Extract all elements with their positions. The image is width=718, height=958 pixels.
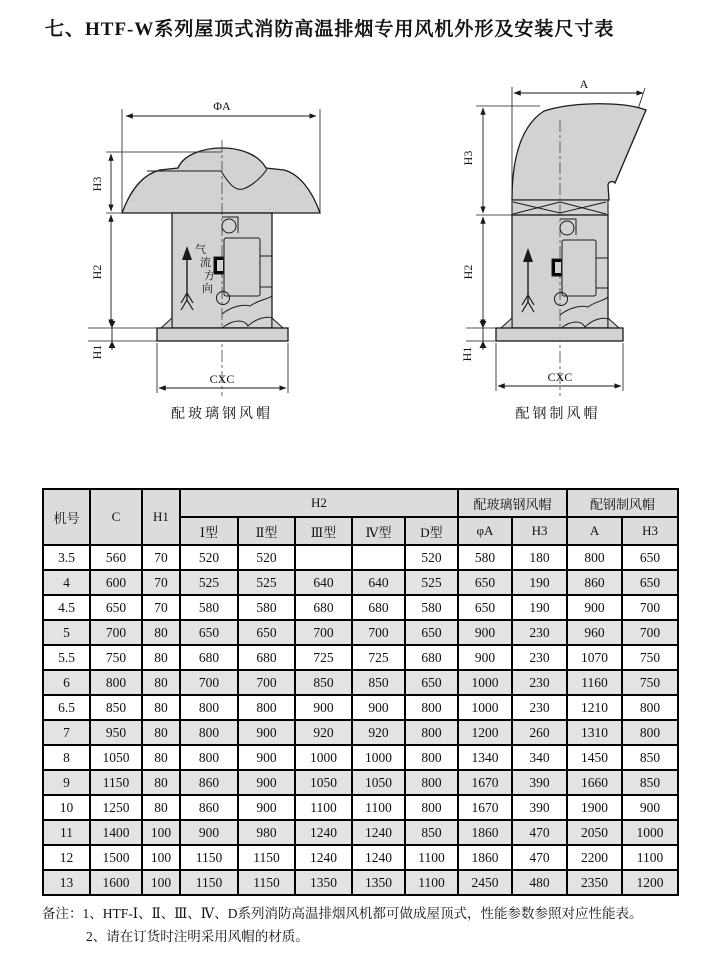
table-cell: 525 bbox=[405, 570, 458, 595]
table-cell: 680 bbox=[405, 645, 458, 670]
dimension-table bbox=[42, 488, 679, 896]
table-cell bbox=[295, 545, 352, 570]
svg-text:流: 流 bbox=[200, 257, 211, 269]
flange-gusset-right bbox=[272, 318, 283, 328]
dim-label-h3: H3 bbox=[461, 150, 475, 166]
table-cell: 900 bbox=[458, 645, 512, 670]
table-cell: 100 bbox=[142, 845, 180, 870]
table-cell: 1240 bbox=[295, 845, 352, 870]
table-cell: 13 bbox=[43, 870, 90, 895]
table-cell: 800 bbox=[405, 695, 458, 720]
table-cell: 80 bbox=[142, 720, 180, 745]
table-cell: 580 bbox=[405, 595, 458, 620]
table-cell: 800 bbox=[180, 695, 238, 720]
table-cell: 850 bbox=[90, 695, 142, 720]
table-cell: 6 bbox=[43, 670, 90, 695]
table-cell: 1100 bbox=[295, 795, 352, 820]
table-cell: 230 bbox=[512, 620, 567, 645]
table-body bbox=[43, 545, 678, 895]
table-cell: 1150 bbox=[238, 845, 295, 870]
dim-label-cxc: CXC bbox=[209, 372, 235, 386]
table-cell: 640 bbox=[352, 570, 405, 595]
table-cell: 700 bbox=[238, 670, 295, 695]
table-cell: 1310 bbox=[567, 720, 622, 745]
table-cell: 900 bbox=[238, 745, 295, 770]
flange-gusset-right bbox=[608, 318, 619, 328]
table-cell: 800 bbox=[180, 745, 238, 770]
table-cell: 230 bbox=[512, 695, 567, 720]
table-cell: 600 bbox=[90, 570, 142, 595]
table-cell: 860 bbox=[180, 795, 238, 820]
table-cell: 800 bbox=[180, 720, 238, 745]
diagram-steel-hood bbox=[450, 78, 666, 427]
table-cell: 5.5 bbox=[43, 645, 90, 670]
diagram-caption-fiberglass: 配玻璃钢风帽 bbox=[171, 407, 273, 422]
col-group-fiberglass-hood: 配玻璃钢风帽 bbox=[458, 489, 567, 517]
table-cell: 650 bbox=[405, 620, 458, 645]
table-cell: 1160 bbox=[567, 670, 622, 695]
table-cell: 680 bbox=[238, 645, 295, 670]
table-row bbox=[43, 545, 678, 570]
col-group-h2: H2 bbox=[180, 489, 458, 517]
note-2-text: 2、请在订货时注明采用风帽的材质。 bbox=[86, 929, 309, 944]
svg-text:方: 方 bbox=[204, 270, 215, 282]
col-header-h1: H1 bbox=[142, 489, 180, 545]
steel-hood-shape bbox=[512, 104, 646, 200]
dim-label-h2: H2 bbox=[461, 264, 475, 280]
table-cell: 800 bbox=[567, 545, 622, 570]
table-cell: 580 bbox=[180, 595, 238, 620]
table-cell: 800 bbox=[405, 745, 458, 770]
table-cell: 190 bbox=[512, 570, 567, 595]
table-cell: 70 bbox=[142, 595, 180, 620]
col-header-phiA: φA bbox=[458, 517, 512, 545]
table-cell: 1350 bbox=[295, 870, 352, 895]
table-cell: 1670 bbox=[458, 795, 512, 820]
table-cell: 900 bbox=[238, 720, 295, 745]
table-cell: 520 bbox=[405, 545, 458, 570]
table-cell: 700 bbox=[352, 620, 405, 645]
table-cell: 640 bbox=[295, 570, 352, 595]
table-cell: 900 bbox=[622, 795, 678, 820]
table-cell: 1100 bbox=[352, 795, 405, 820]
table-cell: 800 bbox=[238, 695, 295, 720]
table-cell: 1150 bbox=[238, 870, 295, 895]
table-cell: 1050 bbox=[352, 770, 405, 795]
note-1-text: 1、HTF-Ⅰ、Ⅱ、Ⅲ、Ⅳ、D系列消防高温排烟风机都可做成屋顶式，性能参数参照对应性能表。 bbox=[82, 906, 643, 921]
table-cell: 5 bbox=[43, 620, 90, 645]
table-cell: 2050 bbox=[567, 820, 622, 845]
table-cell: 1900 bbox=[567, 795, 622, 820]
dim-label-h1: H1 bbox=[90, 344, 104, 360]
table-cell: 230 bbox=[512, 645, 567, 670]
table-row bbox=[43, 820, 678, 845]
table-cell: 900 bbox=[352, 695, 405, 720]
table-cell: 700 bbox=[180, 670, 238, 695]
table-cell: 580 bbox=[238, 595, 295, 620]
table-cell: 900 bbox=[238, 795, 295, 820]
col-header-type4: Ⅳ型 bbox=[352, 517, 405, 545]
col-header-c: C bbox=[90, 489, 142, 545]
base-plate bbox=[496, 328, 623, 341]
table-row bbox=[43, 770, 678, 795]
svg-text:气: 气 bbox=[195, 244, 206, 256]
table-cell: 520 bbox=[238, 545, 295, 570]
base-plate bbox=[157, 328, 288, 341]
table-cell: 11 bbox=[43, 820, 90, 845]
page-title: 七、HTF-W系列屋顶式消防高温排烟专用风机外形及安装尺寸表 bbox=[45, 19, 615, 40]
table-cell: 1350 bbox=[352, 870, 405, 895]
table-cell: 80 bbox=[142, 770, 180, 795]
table-cell: 100 bbox=[142, 820, 180, 845]
table-cell: 1600 bbox=[90, 870, 142, 895]
table-row bbox=[43, 745, 678, 770]
table-cell: 950 bbox=[90, 720, 142, 745]
table-cell: 850 bbox=[352, 670, 405, 695]
notes bbox=[42, 902, 643, 948]
table-cell: 1070 bbox=[567, 645, 622, 670]
table-cell: 1200 bbox=[458, 720, 512, 745]
fiberglass-hood-shape bbox=[122, 148, 320, 213]
table-cell: 9 bbox=[43, 770, 90, 795]
table-cell: 700 bbox=[622, 595, 678, 620]
table-cell: 80 bbox=[142, 795, 180, 820]
table-cell: 260 bbox=[512, 720, 567, 745]
table-cell: 850 bbox=[622, 745, 678, 770]
table-cell: 860 bbox=[180, 770, 238, 795]
table-cell: 1450 bbox=[567, 745, 622, 770]
table-cell: 80 bbox=[142, 620, 180, 645]
col-header-type2: Ⅱ型 bbox=[238, 517, 295, 545]
table-cell: 900 bbox=[458, 620, 512, 645]
table-cell: 1660 bbox=[567, 770, 622, 795]
table-row bbox=[43, 570, 678, 595]
table-cell: 700 bbox=[90, 620, 142, 645]
table-cell: 650 bbox=[458, 595, 512, 620]
table-row bbox=[43, 670, 678, 695]
table-cell: 800 bbox=[622, 695, 678, 720]
table-cell: 750 bbox=[622, 645, 678, 670]
table-cell: 850 bbox=[295, 670, 352, 695]
dim-label-h3: H3 bbox=[90, 176, 104, 192]
diagram-fiberglass-hood bbox=[85, 90, 343, 427]
table-cell: 700 bbox=[622, 620, 678, 645]
table-cell: 1150 bbox=[180, 845, 238, 870]
col-group-steel-hood: 配钢制风帽 bbox=[567, 489, 678, 517]
table-row bbox=[43, 645, 678, 670]
table-cell: 10 bbox=[43, 795, 90, 820]
table-cell: 70 bbox=[142, 570, 180, 595]
table-cell: 1670 bbox=[458, 770, 512, 795]
note-line-1 bbox=[42, 902, 643, 925]
dim-label-cxc: CXC bbox=[547, 370, 573, 384]
table-cell: 800 bbox=[90, 670, 142, 695]
table-cell: 470 bbox=[512, 845, 567, 870]
table-cell: 390 bbox=[512, 795, 567, 820]
dim-label-h1: H1 bbox=[460, 346, 474, 362]
col-header-steel-h3: H3 bbox=[622, 517, 678, 545]
table-cell: 4 bbox=[43, 570, 90, 595]
dim-label-a: A bbox=[579, 78, 589, 91]
table-cell: 1200 bbox=[622, 870, 678, 895]
table-cell: 650 bbox=[622, 545, 678, 570]
table-cell: 680 bbox=[180, 645, 238, 670]
table-cell: 2350 bbox=[567, 870, 622, 895]
table-cell: 2450 bbox=[458, 870, 512, 895]
table-cell: 340 bbox=[512, 745, 567, 770]
table-cell: 4.5 bbox=[43, 595, 90, 620]
table-cell: 80 bbox=[142, 745, 180, 770]
table-cell: 1000 bbox=[458, 670, 512, 695]
table-cell: 900 bbox=[238, 770, 295, 795]
table-cell: 1250 bbox=[90, 795, 142, 820]
col-header-typeD: D型 bbox=[405, 517, 458, 545]
table-cell: 1500 bbox=[90, 845, 142, 870]
col-header-model: 机号 bbox=[43, 489, 90, 545]
flange-gusset-left bbox=[161, 318, 172, 328]
table-cell: 650 bbox=[90, 595, 142, 620]
table-cell: 860 bbox=[567, 570, 622, 595]
table-cell: 1000 bbox=[295, 745, 352, 770]
table-cell: 650 bbox=[405, 670, 458, 695]
col-header-type3: Ⅲ型 bbox=[295, 517, 352, 545]
table-cell: 725 bbox=[295, 645, 352, 670]
table-cell: 7 bbox=[43, 720, 90, 745]
table-row bbox=[43, 720, 678, 745]
table-cell: 725 bbox=[352, 645, 405, 670]
table-cell: 900 bbox=[295, 695, 352, 720]
table-row bbox=[43, 595, 678, 620]
notes-prefix: 备注： bbox=[42, 906, 83, 921]
table-cell: 390 bbox=[512, 770, 567, 795]
table-cell bbox=[352, 545, 405, 570]
diagram-caption-steel: 配钢制风帽 bbox=[515, 407, 601, 422]
dim-line-h1 bbox=[480, 319, 487, 350]
table-header bbox=[43, 489, 678, 545]
dim-label-phiA: ΦA bbox=[213, 99, 231, 113]
table-cell: 920 bbox=[295, 720, 352, 745]
col-header-frp-h3: H3 bbox=[512, 517, 567, 545]
table-cell: 560 bbox=[90, 545, 142, 570]
table-cell: 1000 bbox=[352, 745, 405, 770]
table-cell: 525 bbox=[238, 570, 295, 595]
table-cell: 1240 bbox=[295, 820, 352, 845]
table-cell: 920 bbox=[352, 720, 405, 745]
table-cell: 850 bbox=[622, 770, 678, 795]
table-cell: 1050 bbox=[90, 745, 142, 770]
table-cell: 1000 bbox=[458, 695, 512, 720]
table-cell: 1150 bbox=[90, 770, 142, 795]
table-cell: 190 bbox=[512, 595, 567, 620]
table-cell: 6.5 bbox=[43, 695, 90, 720]
table-cell: 650 bbox=[180, 620, 238, 645]
table-cell: 80 bbox=[142, 645, 180, 670]
svg-text:向: 向 bbox=[202, 283, 213, 295]
table-cell: 750 bbox=[622, 670, 678, 695]
table-row bbox=[43, 795, 678, 820]
table-cell: 900 bbox=[180, 820, 238, 845]
dim-label-h2: H2 bbox=[90, 264, 104, 280]
flange-gusset-left bbox=[501, 318, 512, 328]
table-cell: 520 bbox=[180, 545, 238, 570]
table-cell: 1100 bbox=[622, 845, 678, 870]
table-cell: 850 bbox=[405, 820, 458, 845]
table-cell: 680 bbox=[295, 595, 352, 620]
table-cell: 800 bbox=[405, 770, 458, 795]
table-cell: 650 bbox=[238, 620, 295, 645]
table-cell: 100 bbox=[142, 870, 180, 895]
table-cell: 800 bbox=[405, 720, 458, 745]
col-header-type1: Ⅰ型 bbox=[180, 517, 238, 545]
table-cell: 2200 bbox=[567, 845, 622, 870]
table-cell: 1100 bbox=[405, 845, 458, 870]
table-row bbox=[43, 845, 678, 870]
table-cell: 3.5 bbox=[43, 545, 90, 570]
table-cell: 1100 bbox=[405, 870, 458, 895]
table-cell: 900 bbox=[567, 595, 622, 620]
table-cell: 800 bbox=[622, 720, 678, 745]
table-cell: 1240 bbox=[352, 845, 405, 870]
table-cell: 580 bbox=[458, 545, 512, 570]
table-cell: 470 bbox=[512, 820, 567, 845]
table-cell: 80 bbox=[142, 670, 180, 695]
table-cell: 680 bbox=[352, 595, 405, 620]
table-cell: 525 bbox=[180, 570, 238, 595]
table-cell: 650 bbox=[458, 570, 512, 595]
table-cell: 750 bbox=[90, 645, 142, 670]
note-line-2 bbox=[42, 925, 643, 948]
table-cell: 650 bbox=[622, 570, 678, 595]
table-row bbox=[43, 870, 678, 895]
table-cell: 1860 bbox=[458, 820, 512, 845]
table-cell: 80 bbox=[142, 695, 180, 720]
table-row bbox=[43, 695, 678, 720]
table-cell: 12 bbox=[43, 845, 90, 870]
table-cell: 1240 bbox=[352, 820, 405, 845]
table-cell: 480 bbox=[512, 870, 567, 895]
table-cell: 1210 bbox=[567, 695, 622, 720]
table-row bbox=[43, 620, 678, 645]
table-cell: 960 bbox=[567, 620, 622, 645]
table-cell: 8 bbox=[43, 745, 90, 770]
table-cell: 1050 bbox=[295, 770, 352, 795]
dim-line-h1 bbox=[109, 319, 116, 350]
table-cell: 1860 bbox=[458, 845, 512, 870]
table-cell: 980 bbox=[238, 820, 295, 845]
table-cell: 180 bbox=[512, 545, 567, 570]
table-cell: 1150 bbox=[180, 870, 238, 895]
table-cell: 230 bbox=[512, 670, 567, 695]
table-cell: 800 bbox=[405, 795, 458, 820]
table-cell: 1400 bbox=[90, 820, 142, 845]
col-header-steel-a: A bbox=[567, 517, 622, 545]
table-cell: 700 bbox=[295, 620, 352, 645]
table-cell: 70 bbox=[142, 545, 180, 570]
table-cell: 1340 bbox=[458, 745, 512, 770]
table-cell: 1000 bbox=[622, 820, 678, 845]
